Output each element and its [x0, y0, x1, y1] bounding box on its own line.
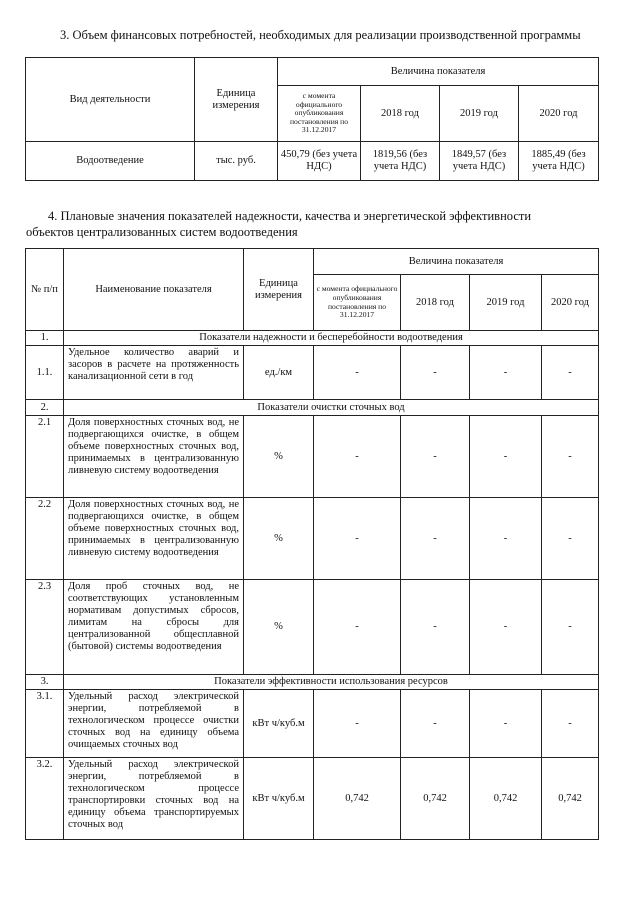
group-row [26, 675, 599, 690]
row-num: 2.2 [26, 498, 64, 580]
row-2018: 0,742 [401, 758, 470, 840]
row-2018: - [401, 346, 470, 400]
row-unit: ед./км [244, 346, 314, 400]
header-2018: 2018 год [401, 275, 470, 331]
row-unit: % [244, 580, 314, 675]
table-row [26, 690, 599, 758]
row-since: - [314, 690, 401, 758]
table-row [26, 346, 599, 400]
row-unit: % [244, 498, 314, 580]
table-row [26, 758, 599, 840]
row-2018: - [401, 690, 470, 758]
header-2019: 2019 год [470, 275, 542, 331]
row-num: 3.1. [26, 690, 64, 758]
group-row [26, 331, 599, 346]
row-2019: 0,742 [470, 758, 542, 840]
header-unit: Единица измерения [244, 249, 314, 331]
row-2018: - [401, 416, 470, 498]
row-2019: - [470, 498, 542, 580]
row-num: 2.1 [26, 416, 64, 498]
group-num: 3. [26, 675, 64, 690]
header-num: № п/п [26, 249, 64, 331]
cell-2020: 1885,49 (без учета НДС) [519, 142, 599, 181]
header-value: Величина показателя [314, 249, 599, 275]
table-row [26, 580, 599, 675]
row-since: 0,742 [314, 758, 401, 840]
row-2019: - [470, 346, 542, 400]
header-since: с момента официального опубликования постановления по 31.12.2017 [278, 86, 361, 142]
row-name: Удельное количество аварий и засоров в расчете на протяженность канализационной сети в год [64, 346, 244, 400]
cell-unit: тыс. руб. [195, 142, 278, 181]
row-2019: - [470, 580, 542, 675]
group-num: 2. [26, 400, 64, 416]
row-num: 2.3 [26, 580, 64, 675]
header-2018: 2018 год [361, 86, 440, 142]
row-num: 1.1. [26, 346, 64, 400]
row-2018: - [401, 498, 470, 580]
row-name: Удельный расход электрической энергии, потребляемой в технологическом процессе очистки сточных вод на единицу объема очищаемых сточных вод [64, 690, 244, 758]
row-unit: % [244, 416, 314, 498]
cell-2019: 1849,57 (без учета НДС) [440, 142, 519, 181]
row-2020: - [542, 346, 599, 400]
row-since: - [314, 416, 401, 498]
group-title: Показатели эффективности использования ресурсов [64, 675, 599, 690]
row-name: Доля поверхностных сточных вод, не подвергающихся очистке, в общем объеме поверхностных сточных вод, принимаемых в централизованную ливневую систему водоотведения [64, 498, 244, 580]
section-3-title: 3. Объем финансовых потребностей, необходимых для реализации производственной программы [60, 28, 581, 42]
row-since: - [314, 580, 401, 675]
row-2018: - [401, 580, 470, 675]
row-2019: - [470, 690, 542, 758]
row-2019: - [470, 416, 542, 498]
row-unit: кВт ч/куб.м [244, 758, 314, 840]
row-num: 3.2. [26, 758, 64, 840]
table-row [26, 142, 599, 181]
row-name: Доля проб сточных вод, не соответствующих установленным нормативам допустимых сбросов, лимитам на сбросы для централизованной общесплавной (бытовой) системы водоотведения [64, 580, 244, 675]
row-unit: кВт ч/куб.м [244, 690, 314, 758]
row-2020: - [542, 580, 599, 675]
group-title: Показатели очистки сточных вод [64, 400, 599, 416]
row-2020: - [542, 690, 599, 758]
row-name: Доля поверхностных сточных вод, не подвергающихся очистке, в общем объеме поверхностных сточных вод, принимаемых в централизованную ливневую систему водоотведения [64, 416, 244, 498]
header-2020: 2020 год [519, 86, 599, 142]
financial-needs-table [25, 57, 599, 181]
group-row [26, 400, 599, 416]
row-2020: 0,742 [542, 758, 599, 840]
row-2020: - [542, 416, 599, 498]
indicators-table [25, 248, 599, 840]
header-activity: Вид деятельности [26, 58, 195, 142]
table-row [26, 498, 599, 580]
section-4-title-line1: 4. Плановые значения показателей надежности, качества и энергетической эффективности [48, 209, 532, 223]
header-since: с момента официального опубликования постановления по 31.12.2017 [314, 275, 401, 331]
row-since: - [314, 498, 401, 580]
header-value: Величина показателя [278, 58, 599, 86]
row-2020: - [542, 498, 599, 580]
header-2020: 2020 год [542, 275, 599, 331]
section-4-title-line2: объектов централизованных систем водоотведения [26, 225, 298, 239]
cell-2018: 1819,56 (без учета НДС) [361, 142, 440, 181]
header-2019: 2019 год [440, 86, 519, 142]
row-name: Удельный расход электрической энергии, потребляемой в технологическом процессе транспортировки сточных вод на единицу объема транспортируемых сточных вод [64, 758, 244, 840]
cell-since: 450,79 (без учета НДС) [278, 142, 361, 181]
cell-activity: Водоотведение [26, 142, 195, 181]
group-title: Показатели надежности и бесперебойности водоотведения [64, 331, 599, 346]
header-name: Наименование показателя [64, 249, 244, 331]
header-unit: Единица измерения [195, 58, 278, 142]
table-row [26, 416, 599, 498]
group-num: 1. [26, 331, 64, 346]
row-since: - [314, 346, 401, 400]
